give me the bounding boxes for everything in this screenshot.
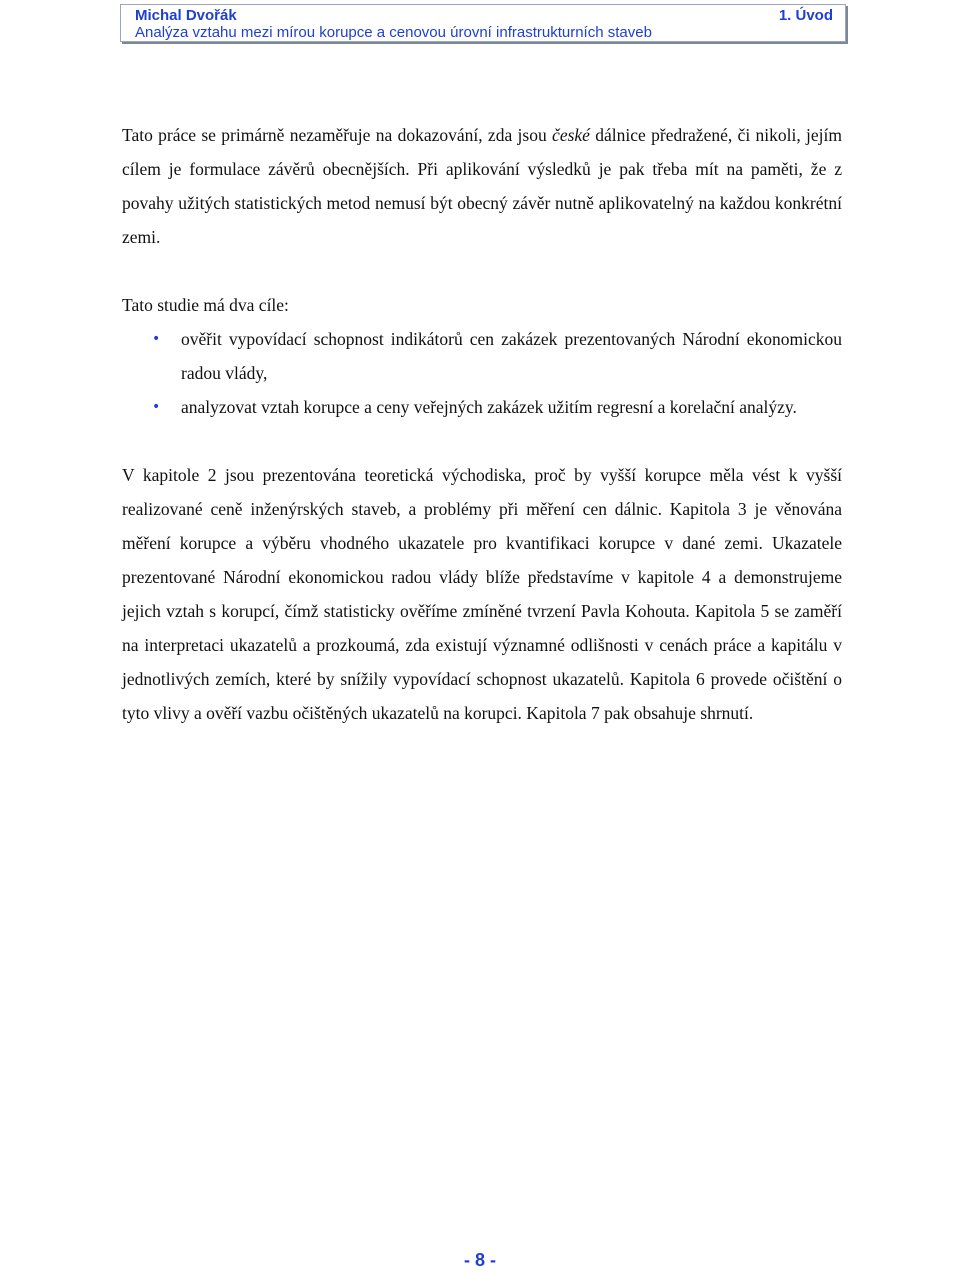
page-content	[122, 118, 842, 730]
bullet-icon: •	[152, 331, 161, 347]
goals-item-text: analyzovat vztah korupce a ceny veřejných zakázek užitím regresní a korelační analýzy.	[181, 397, 797, 417]
header-chapter: 1. Úvod	[778, 7, 833, 24]
goals-intro: Tato studie má dva cíle:	[122, 295, 289, 315]
goals-list	[122, 322, 842, 424]
header-left	[135, 8, 652, 41]
paragraph-intro-emphasis: české	[552, 125, 590, 145]
goals-item-text: ověřit vypovídací schopnost indikátorů cen zakázek prezentovaných Národní ekonomickou radou vlády,	[181, 329, 842, 383]
goals-list-item	[122, 322, 842, 390]
page-number: - 8 -	[463, 1250, 496, 1270]
goals-list-item	[122, 390, 842, 424]
paragraph-intro-part1: Tato práce se primárně nezaměřuje na dokazování, zda jsou	[122, 125, 553, 145]
paragraph-chapters: V kapitole 2 jsou prezentována teoretická východiska, proč by vyšší korupce měla vést k vyšší realizované ceně inženýrských staveb, a problémy při měření cen dálnic. Kapitola 3 je věnována měření korupce a výběru vhodného ukazatele pro kvantifikaci korupce v dané zemi. Ukazatele prezentované Národní ekonomickou radou vlády blíže představíme v kapitole 4 a demonstrujeme jejich vztah s korupcí, čímž statisticky ověříme zmíněné tvrzení Pavla Kohouta. Kapitola 5 se zaměří na interpretaci ukazatelů a prozkoumá, zda existují významné odlišnosti v cenách práce a kapitálu v jednotlivých zemích, které by snížily vypovídací schopnost ukazatelů. Kapitola 6 provede očištění o tyto vlivy a ověří vazbu očištěných ukazatelů na korupci. Kapitola 7 pak obsahuje shrnutí.	[122, 465, 842, 723]
header-subtitle: Analýza vztahu mezi mírou korupce a cenovou úrovní infrastrukturních staveb	[135, 24, 652, 41]
page-header	[120, 4, 846, 42]
header-author: Michal Dvořák	[135, 7, 237, 24]
bullet-icon: •	[152, 399, 161, 415]
paragraph-intro	[122, 118, 842, 254]
paragraph-intro-part2: dálnice předražené, či nikoli, jejím cílem je formulace závěrů obecnějších. Při aplikování výsledků je pak třeba mít na paměti, že z povahy užitých statistických metod nemusí být obecný závěr nutně aplikovatelný na každou konkrétní zemi.	[122, 125, 843, 247]
